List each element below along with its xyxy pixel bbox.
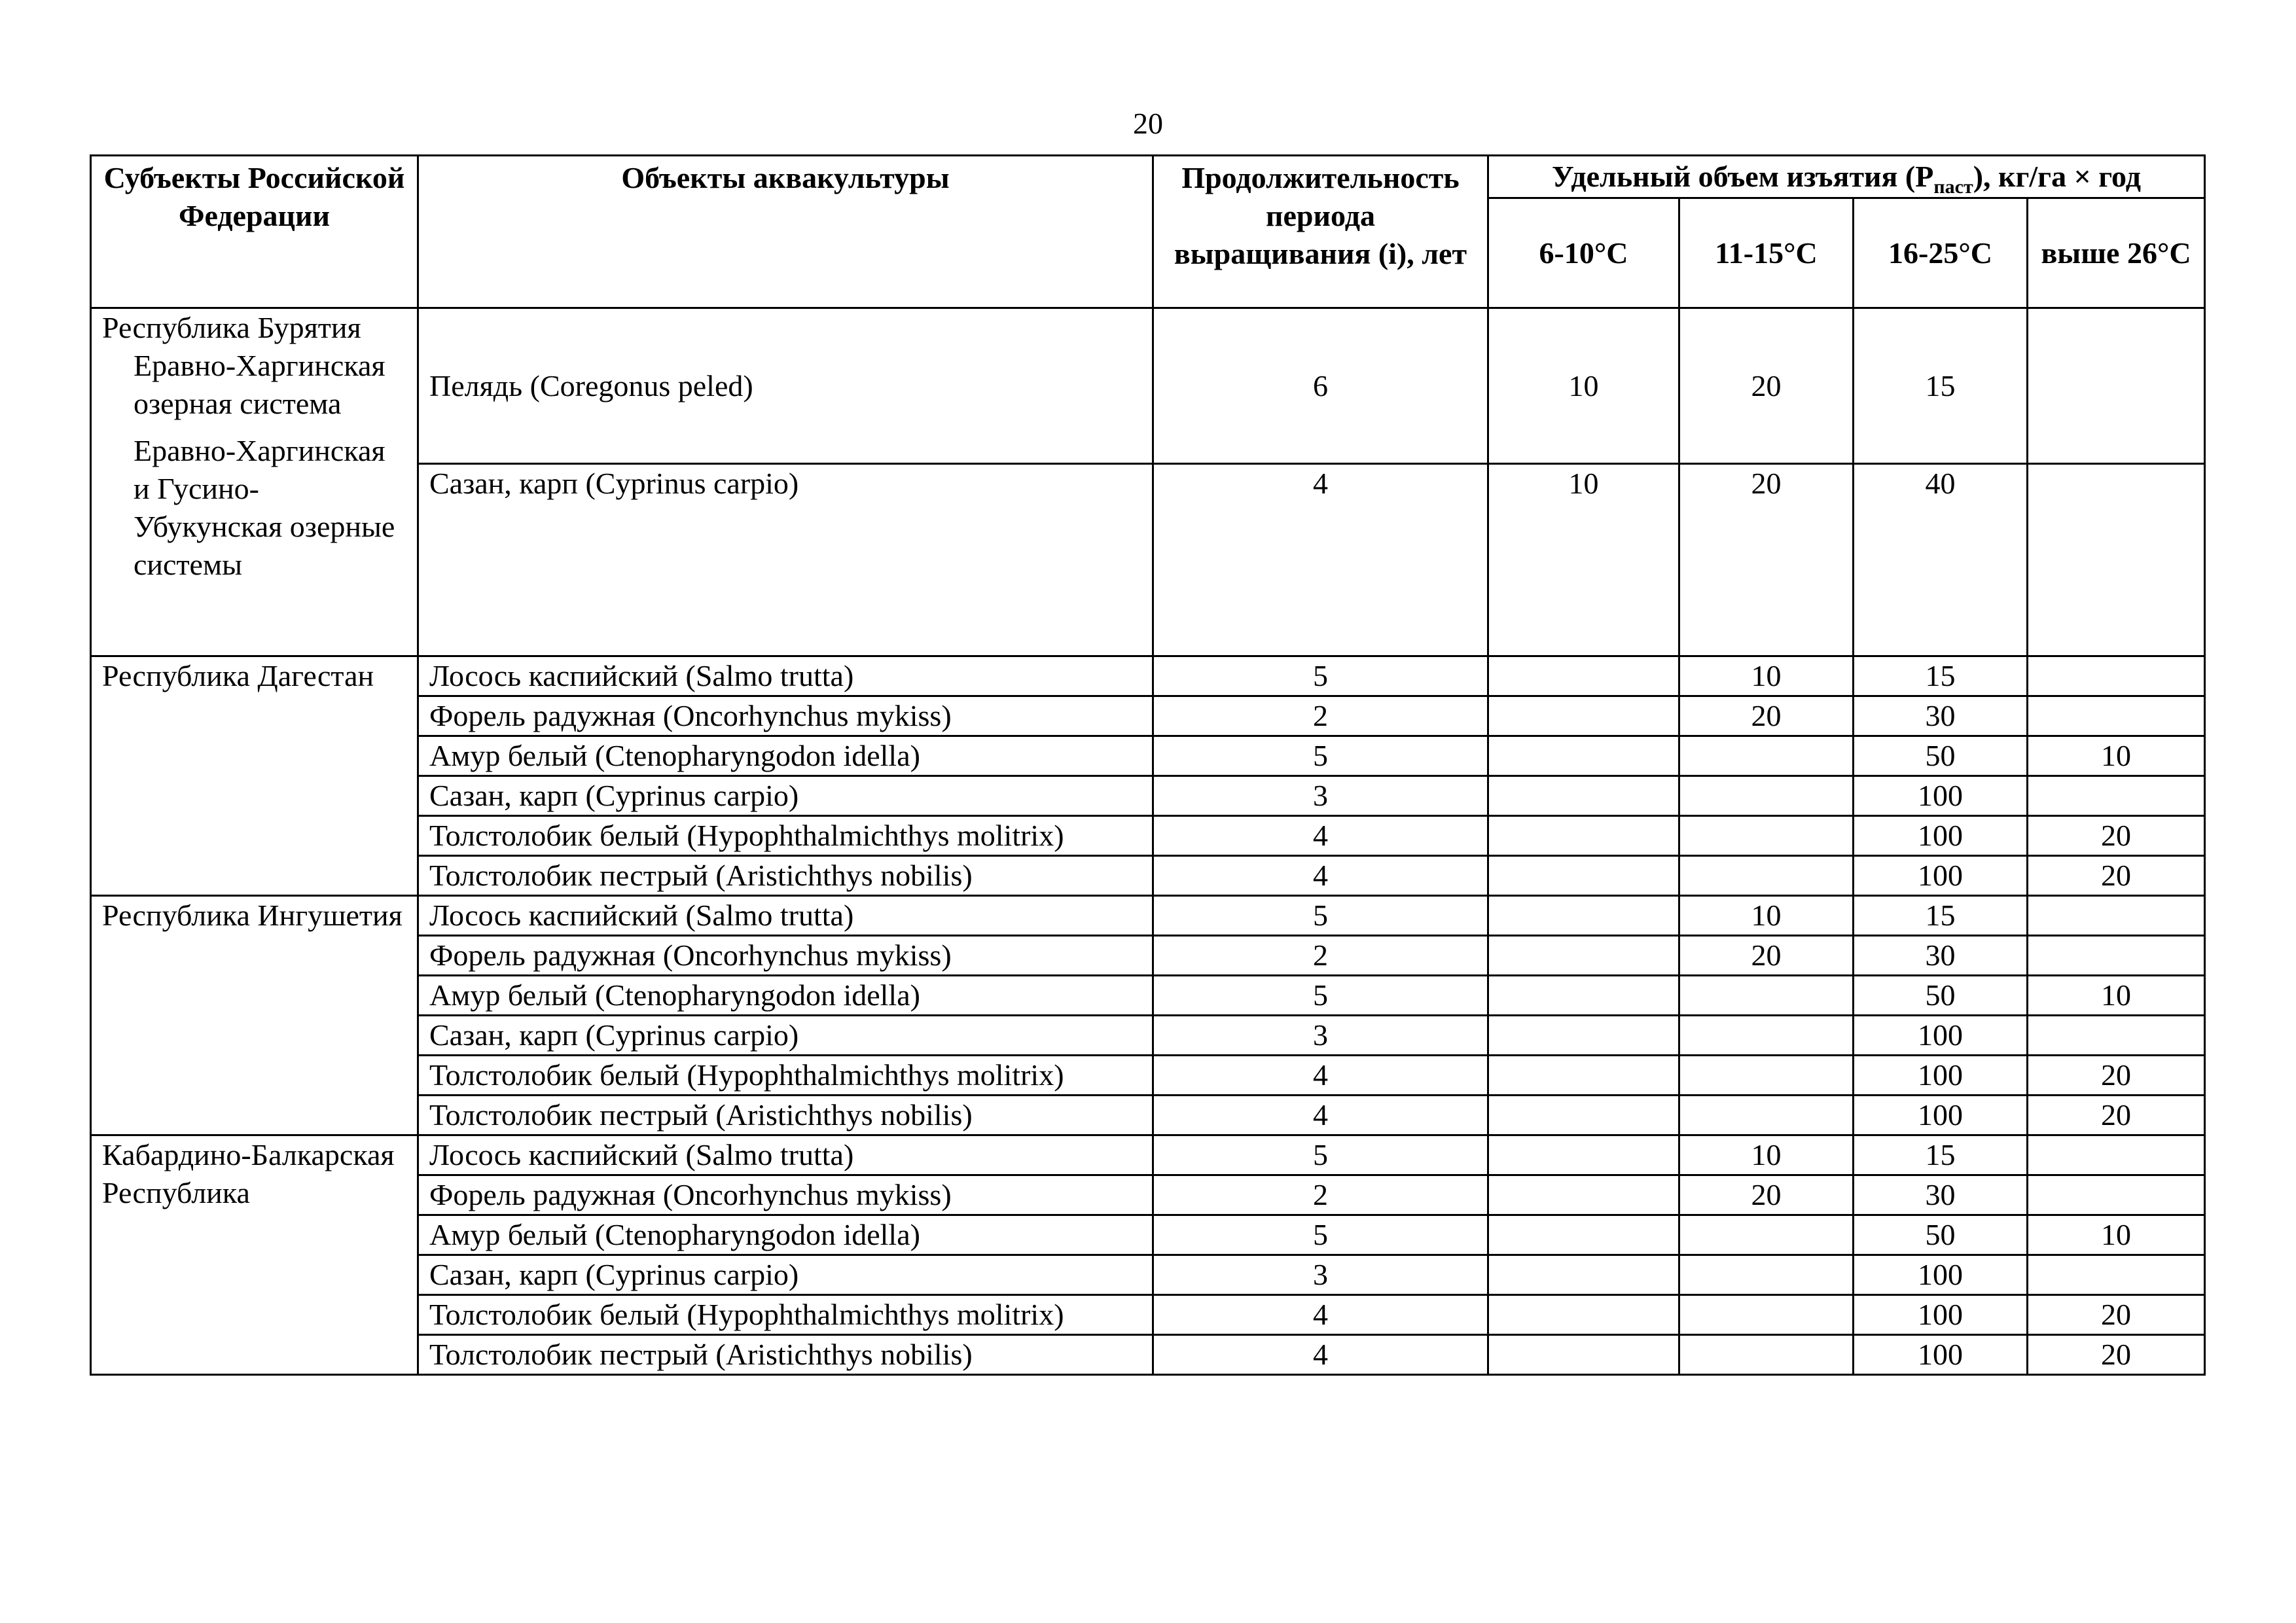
object-name: Сазан, карп (Cyprinus carpio) bbox=[418, 776, 1153, 816]
value-11-15: 20 bbox=[1679, 464, 1854, 656]
value-6-10: 10 bbox=[1488, 308, 1679, 464]
duration-value: 5 bbox=[1153, 736, 1488, 776]
value-16-25: 100 bbox=[1854, 856, 2028, 896]
value-16-25: 40 bbox=[1854, 464, 2028, 656]
object-name: Лосось каспийский (Salmo trutta) bbox=[418, 896, 1153, 936]
value-6-10 bbox=[1488, 976, 1679, 1016]
object-name: Амур белый (Ctenopharyngodon idella) bbox=[418, 1215, 1153, 1255]
value-11-15 bbox=[1679, 816, 1854, 856]
value-above-26 bbox=[2028, 1175, 2205, 1215]
value-6-10 bbox=[1488, 856, 1679, 896]
value-above-26 bbox=[2028, 1135, 2205, 1175]
value-11-15 bbox=[1679, 856, 1854, 896]
subject-buryatia-title: Республика Бурятия bbox=[102, 311, 361, 344]
value-11-15 bbox=[1679, 1295, 1854, 1335]
duration-value: 3 bbox=[1153, 776, 1488, 816]
value-above-26 bbox=[2028, 1255, 2205, 1295]
duration-value: 4 bbox=[1153, 464, 1488, 656]
value-above-26 bbox=[2028, 464, 2205, 656]
value-11-15: 10 bbox=[1679, 896, 1854, 936]
table-row bbox=[91, 896, 2205, 936]
value-11-15: 20 bbox=[1679, 696, 1854, 736]
value-11-15 bbox=[1679, 1016, 1854, 1056]
value-16-25: 15 bbox=[1854, 1135, 2028, 1175]
value-6-10 bbox=[1488, 1096, 1679, 1135]
value-11-15 bbox=[1679, 1335, 1854, 1375]
subject-dagestan: Республика Дагестан bbox=[91, 656, 418, 896]
value-16-25: 15 bbox=[1854, 656, 2028, 696]
value-above-26: 10 bbox=[2028, 1215, 2205, 1255]
duration-value: 6 bbox=[1153, 308, 1488, 464]
object-name: Лосось каспийский (Salmo trutta) bbox=[418, 656, 1153, 696]
value-6-10 bbox=[1488, 1135, 1679, 1175]
value-6-10 bbox=[1488, 696, 1679, 736]
object-name: Пелядь (Coregonus peled) bbox=[418, 308, 1153, 464]
subject-buryatia-system-2: Еравно-Харгинская и Гусино-Убукунская озерные системы bbox=[134, 434, 395, 581]
duration-value: 4 bbox=[1153, 1096, 1488, 1135]
value-11-15 bbox=[1679, 1215, 1854, 1255]
value-above-26: 20 bbox=[2028, 1295, 2205, 1335]
value-above-26 bbox=[2028, 656, 2205, 696]
table-row bbox=[91, 308, 2205, 464]
duration-value: 4 bbox=[1153, 1335, 1488, 1375]
value-above-26: 10 bbox=[2028, 976, 2205, 1016]
header-temp-11-15: 11-15°С bbox=[1679, 198, 1854, 308]
value-above-26: 20 bbox=[2028, 1056, 2205, 1096]
value-6-10 bbox=[1488, 776, 1679, 816]
value-16-25: 50 bbox=[1854, 976, 2028, 1016]
object-name: Сазан, карп (Cyprinus carpio) bbox=[418, 1016, 1153, 1056]
value-6-10 bbox=[1488, 896, 1679, 936]
duration-value: 4 bbox=[1153, 1056, 1488, 1096]
value-above-26 bbox=[2028, 696, 2205, 736]
value-16-25: 100 bbox=[1854, 1255, 2028, 1295]
page-number: 20 bbox=[1133, 107, 1163, 140]
value-6-10 bbox=[1488, 1295, 1679, 1335]
value-6-10 bbox=[1488, 1175, 1679, 1215]
value-11-15: 20 bbox=[1679, 1175, 1854, 1215]
duration-value: 4 bbox=[1153, 856, 1488, 896]
duration-value: 2 bbox=[1153, 936, 1488, 976]
value-above-26 bbox=[2028, 776, 2205, 816]
duration-value: 5 bbox=[1153, 976, 1488, 1016]
value-6-10 bbox=[1488, 1056, 1679, 1096]
value-16-25: 100 bbox=[1854, 1295, 2028, 1335]
removal-subscript: паст bbox=[1933, 176, 1973, 198]
object-name: Амур белый (Ctenopharyngodon idella) bbox=[418, 976, 1153, 1016]
removal-prefix: Удельный объем изъятия (P bbox=[1552, 160, 1934, 193]
subject-buryatia bbox=[91, 308, 418, 656]
object-name: Толстолобик пестрый (Aristichthys nobilis) bbox=[418, 1335, 1153, 1375]
duration-value: 2 bbox=[1153, 1175, 1488, 1215]
duration-value: 4 bbox=[1153, 816, 1488, 856]
value-16-25: 50 bbox=[1854, 1215, 2028, 1255]
object-name: Форель радужная (Oncorhynchus mykiss) bbox=[418, 696, 1153, 736]
value-above-26 bbox=[2028, 936, 2205, 976]
value-above-26: 20 bbox=[2028, 1096, 2205, 1135]
table-row bbox=[91, 1135, 2205, 1175]
value-6-10: 10 bbox=[1488, 464, 1679, 656]
header-objects: Объекты аквакультуры bbox=[418, 156, 1153, 308]
value-6-10 bbox=[1488, 1016, 1679, 1056]
value-16-25: 100 bbox=[1854, 816, 2028, 856]
table-row bbox=[91, 656, 2205, 696]
value-6-10 bbox=[1488, 736, 1679, 776]
duration-value: 2 bbox=[1153, 696, 1488, 736]
value-6-10 bbox=[1488, 656, 1679, 696]
value-11-15 bbox=[1679, 1255, 1854, 1295]
value-11-15 bbox=[1679, 976, 1854, 1016]
removal-suffix: ), кг/га × год bbox=[1973, 160, 2141, 193]
value-11-15 bbox=[1679, 1056, 1854, 1096]
object-name: Толстолобик пестрый (Aristichthys nobilis) bbox=[418, 856, 1153, 896]
duration-value: 4 bbox=[1153, 1295, 1488, 1335]
value-11-15: 10 bbox=[1679, 656, 1854, 696]
object-name: Толстолобик белый (Hypophthalmichthys molitrix) bbox=[418, 1056, 1153, 1096]
header-temp-16-25: 16-25°С bbox=[1854, 198, 2028, 308]
subject-buryatia-system-1: Еравно-Харгинская озерная система bbox=[134, 349, 386, 420]
object-name: Толстолобик белый (Hypophthalmichthys molitrix) bbox=[418, 816, 1153, 856]
value-16-25: 100 bbox=[1854, 1096, 2028, 1135]
value-16-25: 100 bbox=[1854, 776, 2028, 816]
object-name: Сазан, карп (Cyprinus carpio) bbox=[418, 1255, 1153, 1295]
value-above-26: 20 bbox=[2028, 856, 2205, 896]
value-16-25: 100 bbox=[1854, 1056, 2028, 1096]
value-6-10 bbox=[1488, 1255, 1679, 1295]
duration-value: 5 bbox=[1153, 1215, 1488, 1255]
duration-value: 3 bbox=[1153, 1255, 1488, 1295]
value-11-15 bbox=[1679, 1096, 1854, 1135]
value-above-26: 10 bbox=[2028, 736, 2205, 776]
value-16-25: 100 bbox=[1854, 1016, 2028, 1056]
value-6-10 bbox=[1488, 1215, 1679, 1255]
value-above-26: 20 bbox=[2028, 1335, 2205, 1375]
value-16-25: 50 bbox=[1854, 736, 2028, 776]
aquaculture-table bbox=[90, 154, 2206, 1376]
duration-value: 5 bbox=[1153, 896, 1488, 936]
object-name: Лосось каспийский (Salmo trutta) bbox=[418, 1135, 1153, 1175]
object-name: Амур белый (Ctenopharyngodon idella) bbox=[418, 736, 1153, 776]
object-name: Сазан, карп (Cyprinus carpio) bbox=[418, 464, 1153, 656]
value-above-26 bbox=[2028, 896, 2205, 936]
value-16-25: 15 bbox=[1854, 308, 2028, 464]
value-16-25: 30 bbox=[1854, 1175, 2028, 1215]
value-6-10 bbox=[1488, 816, 1679, 856]
object-name: Форель радужная (Oncorhynchus mykiss) bbox=[418, 1175, 1153, 1215]
duration-value: 5 bbox=[1153, 1135, 1488, 1175]
subject-kbr: Кабардино-Балкарская Республика bbox=[91, 1135, 418, 1375]
subject-ingushetia: Республика Ингушетия bbox=[91, 896, 418, 1135]
value-11-15: 20 bbox=[1679, 936, 1854, 976]
header-row-1 bbox=[91, 156, 2205, 198]
value-11-15 bbox=[1679, 736, 1854, 776]
value-16-25: 30 bbox=[1854, 696, 2028, 736]
header-duration: Продолжительность периода выращивания (i), лет bbox=[1153, 156, 1488, 308]
value-6-10 bbox=[1488, 1335, 1679, 1375]
value-16-25: 30 bbox=[1854, 936, 2028, 976]
header-removal-volume bbox=[1488, 156, 2205, 198]
object-name: Форель радужная (Oncorhynchus mykiss) bbox=[418, 936, 1153, 976]
value-6-10 bbox=[1488, 936, 1679, 976]
value-11-15: 20 bbox=[1679, 308, 1854, 464]
value-above-26: 20 bbox=[2028, 816, 2205, 856]
value-11-15: 10 bbox=[1679, 1135, 1854, 1175]
object-name: Толстолобик пестрый (Aristichthys nobilis) bbox=[418, 1096, 1153, 1135]
duration-value: 5 bbox=[1153, 656, 1488, 696]
value-11-15 bbox=[1679, 776, 1854, 816]
header-temp-above-26: выше 26°С bbox=[2028, 198, 2205, 308]
object-name: Толстолобик белый (Hypophthalmichthys molitrix) bbox=[418, 1295, 1153, 1335]
duration-value: 3 bbox=[1153, 1016, 1488, 1056]
header-subjects: Субъекты Российской Федерации bbox=[91, 156, 418, 308]
value-16-25: 100 bbox=[1854, 1335, 2028, 1375]
value-16-25: 15 bbox=[1854, 896, 2028, 936]
value-above-26 bbox=[2028, 1016, 2205, 1056]
header-temp-6-10: 6-10°С bbox=[1488, 198, 1679, 308]
value-above-26 bbox=[2028, 308, 2205, 464]
